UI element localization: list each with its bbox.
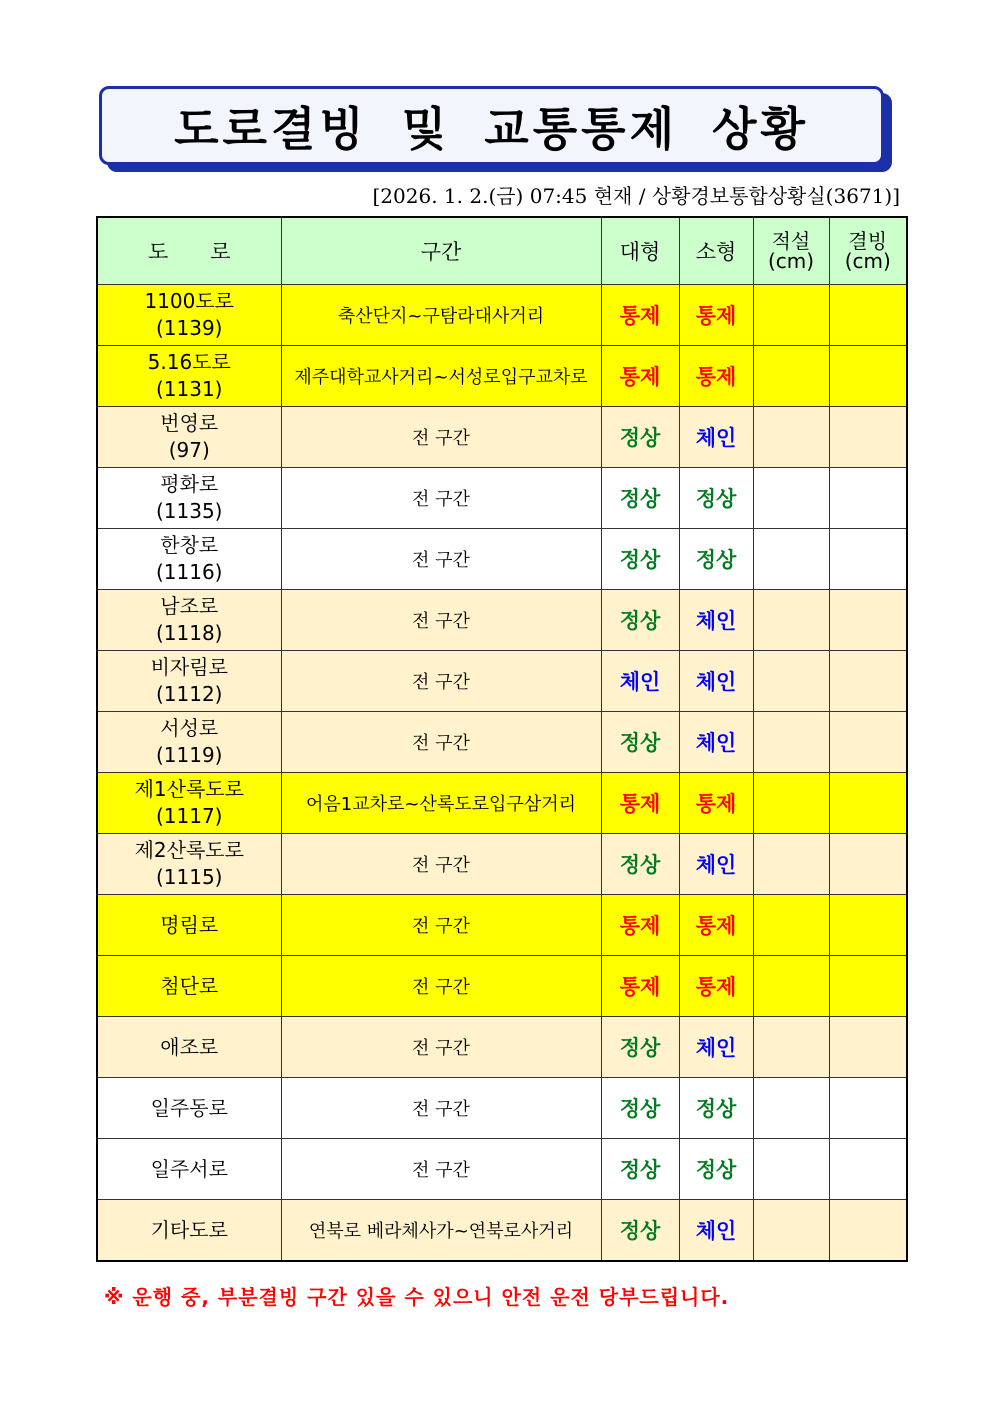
- snow-depth-cell: [753, 590, 829, 651]
- table-row: [97, 956, 907, 1017]
- road-name-cell: [97, 346, 281, 407]
- small-vehicle-status: 정상: [679, 529, 753, 590]
- header-small-vehicle: 소형: [679, 217, 753, 285]
- small-vehicle-status: 통제: [679, 956, 753, 1017]
- road-name: 비자림로: [150, 655, 228, 679]
- road-name-cell: [97, 712, 281, 773]
- road-number: (1119): [155, 743, 223, 767]
- header-ice-label: 결빙: [848, 229, 888, 253]
- snow-depth-cell: [753, 468, 829, 529]
- road-name-cell: [97, 285, 281, 346]
- road-name: 서성로: [160, 716, 219, 740]
- section-cell: 어음1교차로~산록도로입구삼거리: [281, 773, 601, 834]
- small-vehicle-status: 체인: [679, 407, 753, 468]
- header-snow-depth: [753, 217, 829, 285]
- road-number: (1112): [155, 682, 223, 706]
- ice-depth-cell: [829, 834, 907, 895]
- header-snow-label: 적설: [771, 229, 811, 253]
- large-vehicle-status: 통제: [601, 773, 679, 834]
- road-name: 기타도로: [150, 1217, 228, 1242]
- road-name: 제1산록도로: [134, 777, 244, 801]
- table-row: [97, 1078, 907, 1139]
- snow-depth-cell: [753, 1200, 829, 1262]
- road-name: 평화로: [160, 472, 219, 496]
- ice-depth-cell: [829, 590, 907, 651]
- table-row: [97, 407, 907, 468]
- road-name-cell: [97, 651, 281, 712]
- road-name-cell: [97, 956, 281, 1017]
- section-cell: 전 구간: [281, 590, 601, 651]
- snow-depth-cell: [753, 346, 829, 407]
- large-vehicle-status: 정상: [601, 529, 679, 590]
- road-number: (1117): [155, 804, 223, 828]
- road-name-cell: [97, 1078, 281, 1139]
- header-section: 구간: [281, 217, 601, 285]
- road-name-cell: [97, 1200, 281, 1262]
- snow-depth-cell: [753, 712, 829, 773]
- road-number: (1118): [155, 621, 223, 645]
- road-name: 애조로: [160, 1034, 219, 1059]
- section-cell: 전 구간: [281, 712, 601, 773]
- snow-depth-cell: [753, 407, 829, 468]
- ice-depth-cell: [829, 651, 907, 712]
- snow-depth-cell: [753, 834, 829, 895]
- road-name: 일주동로: [150, 1095, 228, 1120]
- table-row: [97, 834, 907, 895]
- small-vehicle-status: 정상: [679, 1139, 753, 1200]
- safety-notice: ※ 운행 중, 부분결빙 구간 있을 수 있으니 안전 운전 당부드립니다.: [104, 1285, 730, 1309]
- snow-depth-cell: [753, 651, 829, 712]
- road-name-cell: [97, 834, 281, 895]
- road-status-table: [96, 216, 908, 1262]
- table-row: [97, 1139, 907, 1200]
- section-cell: 전 구간: [281, 1078, 601, 1139]
- snow-depth-cell: [753, 1078, 829, 1139]
- small-vehicle-status: 체인: [679, 590, 753, 651]
- ice-depth-cell: [829, 895, 907, 956]
- road-number: (97): [168, 438, 210, 462]
- table-row: [97, 529, 907, 590]
- road-name-cell: [97, 773, 281, 834]
- ice-depth-cell: [829, 1139, 907, 1200]
- road-name: 명림로: [160, 912, 219, 937]
- table-row: [97, 1017, 907, 1078]
- snow-depth-cell: [753, 529, 829, 590]
- table-row: [97, 773, 907, 834]
- section-cell: 전 구간: [281, 895, 601, 956]
- road-name-cell: [97, 529, 281, 590]
- large-vehicle-status: 정상: [601, 834, 679, 895]
- section-cell: 전 구간: [281, 407, 601, 468]
- large-vehicle-status: 정상: [601, 1139, 679, 1200]
- ice-depth-cell: [829, 712, 907, 773]
- large-vehicle-status: 정상: [601, 1078, 679, 1139]
- snow-depth-cell: [753, 1017, 829, 1078]
- large-vehicle-status: 체인: [601, 651, 679, 712]
- road-number: (1135): [155, 499, 223, 523]
- road-name-cell: [97, 407, 281, 468]
- road-name: 한창로: [160, 533, 219, 557]
- large-vehicle-status: 통제: [601, 346, 679, 407]
- section-cell: 전 구간: [281, 834, 601, 895]
- large-vehicle-status: 통제: [601, 956, 679, 1017]
- table-row: [97, 590, 907, 651]
- small-vehicle-status: 통제: [679, 895, 753, 956]
- ice-depth-cell: [829, 1017, 907, 1078]
- road-name: 번영로: [160, 411, 219, 435]
- table-row: [97, 651, 907, 712]
- section-cell: 전 구간: [281, 956, 601, 1017]
- section-cell: 연북로 베라체사가~연북로사거리: [281, 1200, 601, 1262]
- small-vehicle-status: 정상: [679, 1078, 753, 1139]
- section-cell: 전 구간: [281, 468, 601, 529]
- ice-depth-cell: [829, 285, 907, 346]
- ice-depth-cell: [829, 956, 907, 1017]
- ice-depth-cell: [829, 1078, 907, 1139]
- road-name: 5.16도로: [147, 350, 231, 374]
- large-vehicle-status: 정상: [601, 1200, 679, 1262]
- small-vehicle-status: 통제: [679, 346, 753, 407]
- small-vehicle-status: 체인: [679, 651, 753, 712]
- small-vehicle-status: 체인: [679, 1200, 753, 1262]
- snow-depth-cell: [753, 285, 829, 346]
- road-number: (1131): [155, 377, 223, 401]
- section-cell: 전 구간: [281, 1139, 601, 1200]
- ice-depth-cell: [829, 407, 907, 468]
- header-large-vehicle: 대형: [601, 217, 679, 285]
- header-snow-unit: (cm): [767, 249, 815, 273]
- large-vehicle-status: 통제: [601, 895, 679, 956]
- table-row: [97, 346, 907, 407]
- road-name-cell: [97, 590, 281, 651]
- road-name: 제2산록도로: [134, 838, 244, 862]
- ice-depth-cell: [829, 773, 907, 834]
- report-timestamp: [2026. 1. 2.(금) 07:45 현재 / 상황경보통합상황실(3671)]: [372, 184, 900, 208]
- small-vehicle-status: 체인: [679, 834, 753, 895]
- table-header-row: [97, 217, 907, 285]
- section-cell: 전 구간: [281, 1017, 601, 1078]
- large-vehicle-status: 정상: [601, 1017, 679, 1078]
- table-row: [97, 895, 907, 956]
- header-ice-unit: (cm): [844, 249, 891, 273]
- snow-depth-cell: [753, 1139, 829, 1200]
- section-cell: 축산단지~구탐라대사거리: [281, 285, 601, 346]
- header-road: 도 로: [97, 217, 281, 285]
- road-name-cell: [97, 1017, 281, 1078]
- road-number: (1115): [155, 865, 223, 889]
- snow-depth-cell: [753, 773, 829, 834]
- road-name-cell: [97, 1139, 281, 1200]
- large-vehicle-status: 정상: [601, 407, 679, 468]
- road-name: 일주서로: [150, 1156, 228, 1181]
- road-number: (1116): [155, 560, 223, 584]
- table-row: [97, 468, 907, 529]
- page-title: 도로결빙 및 교통통제 상황: [174, 101, 809, 156]
- snow-depth-cell: [753, 956, 829, 1017]
- road-name-cell: [97, 895, 281, 956]
- road-number: (1139): [155, 316, 223, 340]
- ice-depth-cell: [829, 346, 907, 407]
- large-vehicle-status: 통제: [601, 285, 679, 346]
- section-cell: 전 구간: [281, 529, 601, 590]
- ice-depth-cell: [829, 468, 907, 529]
- table-row: [97, 285, 907, 346]
- small-vehicle-status: 통제: [679, 773, 753, 834]
- section-cell: 제주대학교사거리~서성로입구교차로: [281, 346, 601, 407]
- ice-depth-cell: [829, 529, 907, 590]
- road-name: 1100도로: [144, 289, 235, 313]
- table-row: [97, 712, 907, 773]
- title-box: [99, 86, 884, 165]
- snow-depth-cell: [753, 895, 829, 956]
- large-vehicle-status: 정상: [601, 590, 679, 651]
- large-vehicle-status: 정상: [601, 468, 679, 529]
- large-vehicle-status: 정상: [601, 712, 679, 773]
- section-cell: 전 구간: [281, 651, 601, 712]
- road-name: 첨단로: [160, 973, 219, 998]
- small-vehicle-status: 통제: [679, 285, 753, 346]
- table-row: [97, 1200, 907, 1262]
- ice-depth-cell: [829, 1200, 907, 1262]
- small-vehicle-status: 체인: [679, 712, 753, 773]
- small-vehicle-status: 체인: [679, 1017, 753, 1078]
- small-vehicle-status: 정상: [679, 468, 753, 529]
- road-name: 남조로: [160, 594, 219, 618]
- road-name-cell: [97, 468, 281, 529]
- header-ice-depth: [829, 217, 907, 285]
